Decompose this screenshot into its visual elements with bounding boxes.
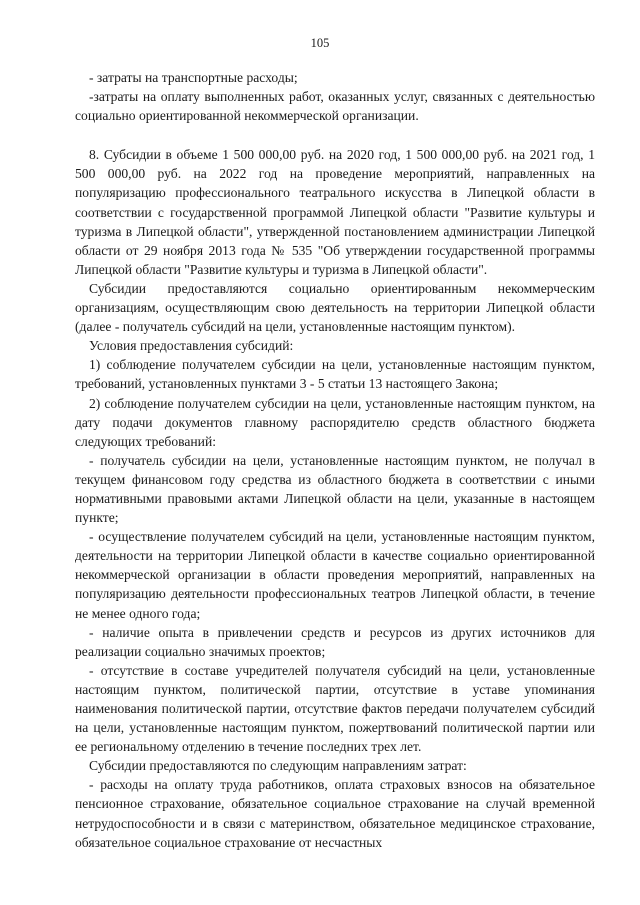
paragraph-requirement-experience: - наличие опыта в привлечении средств и ресурсов из других источников для реализации социально значимых проектов; bbox=[75, 624, 595, 659]
paragraph-labor-costs: - расходы на оплату труда работников, оплата страховых взносов на обязательное пенсионное страхование, обязательное социальное страхование на случай временной нетрудоспособности и в связи с материнством, обязательное медицинское страхование, обязательное социальное страхование от несчастных bbox=[75, 777, 595, 850]
paragraph-item-8: 8. Субсидии в объеме 1 500 000,00 руб. на 2020 год, 1 500 000,00 руб. на 2021 год, 1 500 000,00 руб. на 2022 год на проведение мероприятий, направленных на популяризацию профессионального театрального искусства в Липецкой области в соответствии с государственной программой Липецкой области "Развитие культуры и туризма в Липецкой области", утвержденной постановлением администрации Липецкой области от 29 ноября 2013 года № 535 "Об утверждении государственной программы Липецкой области "Развитие культуры и туризма в Липецкой области". bbox=[75, 147, 595, 277]
document-body bbox=[75, 68, 595, 852]
paragraph-recipients: Субсидии предоставляются социально ориентированным некоммерческим организациям, осуществляющим свою деятельность на территории Липецкой области (далее - получатель субсидий на цели, установленные настоящим пунктом). bbox=[75, 280, 595, 335]
paragraph-requirement-no-party: - отсутствие в составе учредителей получателя субсидий на цели, установленные настоящим пунктом, политической партии, отсутствие в уставе упоминания наименования политической партии, отсутствие фактов передачи получателем субсидий на цели, установленные настоящим пунктом, пожертвований политической партии или ее региональному отделению в течение последних трех лет. bbox=[75, 662, 595, 755]
paragraph-requirement-no-funds: - получатель субсидии на цели, установленные настоящим пунктом, не получал в текущем финансовом году средства из областного бюджета в соответствии с иными нормативными правовыми актами Липецкой области на цели, указанные в настоящем пункте; bbox=[75, 452, 595, 526]
paragraph-cost-directions: Субсидии предоставляются по следующим направлениям затрат: bbox=[89, 758, 467, 774]
page-number: 105 bbox=[310, 36, 330, 50]
paragraph-condition-2: 2) соблюдение получателем субсидии на цели, установленные настоящим пунктом, на дату подачи документов главному распорядителю средств областного бюджета следующих требований: bbox=[75, 395, 595, 449]
paragraph-requirement-activity: - осуществление получателем субсидий на цели, установленные настоящим пунктом, деятельности на территории Липецкой области в качестве социально ориентированной некоммерческой организации в области проведения мероприятий, направленных на популяризацию деятельности профессиональных театров Липецкой области, в течение не менее одного года; bbox=[75, 529, 595, 621]
paragraph-services-costs: -затраты на оплату выполненных работ, оказанных услуг, связанных с деятельностью социально ориентированной некоммерческой организации. bbox=[75, 89, 595, 124]
paragraph-gap bbox=[75, 125, 595, 145]
paragraph-transport-costs: - затраты на транспортные расходы; bbox=[89, 70, 298, 85]
paragraph-condition-1: 1) соблюдение получателем субсидии на цели, установленные настоящим пунктом, требований, установленных пунктами 3 - 5 статьи 13 настоящего Закона; bbox=[75, 357, 595, 392]
paragraph-conditions-heading: Условия предоставления субсидий: bbox=[89, 338, 294, 354]
